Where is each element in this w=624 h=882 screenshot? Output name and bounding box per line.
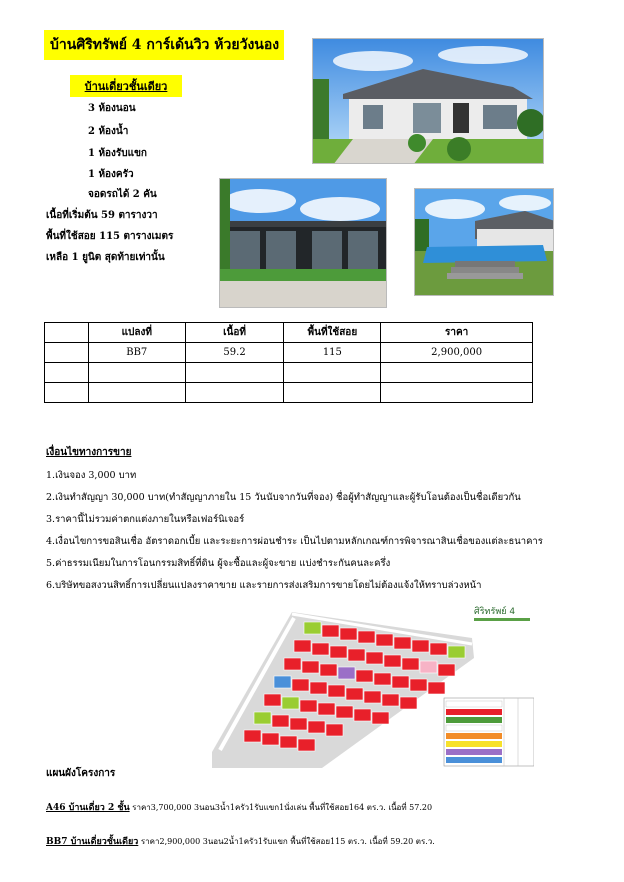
plot-lot: [254, 712, 271, 724]
feature-kitchen: 1 ห้องครัว: [88, 169, 134, 180]
logo-text: ศิริทรัพย์ 4: [474, 607, 516, 617]
conditions-heading: เงื่อนไขทางการขาย: [46, 447, 132, 458]
condition-item: 3.ราคานี้ไม่รวมค่าตกแต่งภายในหรือเฟอร์นิเจอร์: [46, 514, 245, 525]
condition-item: 5.ค่าธรรมเนียมในการโอนกรรมสิทธิ์ที่ดิน ผู้จะซื้อและผู้จะขาย แบ่งชำระกันคนละครึ่ง: [46, 558, 391, 569]
plot-lot: [410, 679, 427, 691]
listing-bb7: [46, 834, 435, 848]
plot-lot: [284, 658, 301, 670]
plot-lot: [328, 685, 345, 697]
plot-lot: [280, 736, 297, 748]
plot-lot: [326, 724, 343, 736]
plot-lot: [376, 634, 393, 646]
plot-lot: [262, 733, 279, 745]
table-cell: [185, 363, 284, 383]
table-cell: [185, 383, 284, 403]
plot-lot: [318, 703, 335, 715]
condition-item: 2.เงินทำสัญญา 30,000 บาท(ทำสัญญาภายใน 15 วันนับจากวันที่จอง) ชื่อผู้ทำสัญญาและผู้รับโอนต้องเป็นชื่อเดียวกัน: [46, 492, 521, 503]
table-header-row: [45, 323, 533, 343]
listing-code: BB7 บ้านเดี่ยวชั้นเดียว: [46, 837, 139, 847]
plot-lot: [304, 622, 321, 634]
plot-lot: [354, 709, 371, 721]
plot-lot: [348, 649, 365, 661]
listing-detail: ราคา2,900,000 3นอน2น้ำ1ครัว1รับแขก พื้นที่ใช้สอย115 ตร.ว. เนื้อที่ 59.20 ตร.ว.: [138, 837, 435, 846]
plot-lot: [358, 631, 375, 643]
house-exterior-photo: [312, 38, 544, 164]
listing-a46: [46, 800, 432, 814]
table-cell: 115: [284, 343, 381, 363]
spec-usable-area: พื้นที่ใช้สอย 115 ตารางเมตร: [46, 231, 174, 242]
plot-lot: [400, 697, 417, 709]
table-cell: [381, 363, 533, 383]
condition-item: 6.บริษัทขอสงวนสิทธิ์การเปลี่ยนแปลงราคาขาย และรายการส่งเสริมการขายโดยไม่ต้องแจ้งให้ทราบล่วงหน้า: [46, 580, 482, 591]
plot-lot: [320, 664, 337, 676]
plot-lot: [338, 667, 355, 679]
plot-lot: [244, 730, 261, 742]
plot-lot: [412, 640, 429, 652]
plot-lot: [448, 646, 465, 658]
page-subtitle: บ้านเดี่ยวชั้นเดียว: [84, 80, 168, 93]
project-logo: [474, 605, 530, 621]
listing-detail: ราคา3,700,000 3นอน3น้ำ1ครัว1รับแขก1นั่งเล่น พื้นที่ใช้สอย164 ตร.ว. เนื้อที่ 57.20: [129, 803, 433, 812]
table-header-cell: [45, 323, 89, 343]
plot-lot: [294, 640, 311, 652]
table-cell: 2,900,000: [381, 343, 533, 363]
plot-lot: [282, 697, 299, 709]
plot-lot: [364, 691, 381, 703]
table-cell: [45, 383, 89, 403]
site-plan-map: [212, 600, 534, 768]
plot-lot: [438, 664, 455, 676]
plot-lot: [302, 661, 319, 673]
plot-lot: [402, 658, 419, 670]
plot-lot: [374, 673, 391, 685]
table-cell: [284, 383, 381, 403]
subtitle-banner: [70, 75, 182, 97]
table-row: [45, 383, 533, 403]
plot-lot: [372, 712, 389, 724]
table-cell: [45, 363, 89, 383]
table-header-usable: พื้นที่ใช้สอย: [284, 323, 381, 343]
plot-lot: [308, 721, 325, 733]
pool-photo: [414, 188, 554, 296]
title-banner: [44, 30, 284, 60]
feature-bedrooms: 3 ห้องนอน: [88, 103, 136, 114]
plot-lot: [274, 676, 291, 688]
plot-lot: [346, 688, 363, 700]
plot-lot: [300, 700, 317, 712]
plot-lot: [336, 706, 353, 718]
table-header-price: ราคา: [381, 323, 533, 343]
plan-legend: [444, 698, 534, 766]
table-cell: [88, 363, 185, 383]
spec-remaining-units: เหลือ 1 ยูนิต สุดท้ายเท่านั้น: [46, 252, 165, 263]
spec-land-area: เนื้อที่เริ่มต้น 59 ตารางวา: [46, 210, 158, 221]
plot-lot: [356, 670, 373, 682]
condition-item: 4.เงื่อนไขการขอสินเชื่อ อัตราดอกเบี้ย และระยะการผ่อนชำระ เป็นไปตามหลักเกณฑ์การพิจารณาสินเชื่อของแต่ละธนาคาร: [46, 536, 543, 547]
plot-lot: [392, 676, 409, 688]
plot-lot: [330, 646, 347, 658]
table-cell: [45, 343, 89, 363]
table-cell: 59.2: [185, 343, 284, 363]
clubhouse-photo: [219, 178, 387, 308]
plot-lot: [430, 643, 447, 655]
table-cell: [284, 363, 381, 383]
plot-lot: [272, 715, 289, 727]
table-cell: [381, 383, 533, 403]
listing-code: A46 บ้านเดี่ยว 2 ชั้น: [46, 803, 130, 813]
plot-lot: [428, 682, 445, 694]
table-header-plot: แปลงที่: [88, 323, 185, 343]
feature-living-room: 1 ห้องรับแขก: [88, 148, 147, 159]
page-title: บ้านศิริทรัพย์ 4 การ์เด้นวิว ห้วยวังนอง: [50, 37, 280, 53]
plot-lot: [394, 637, 411, 649]
plot-lot: [264, 694, 281, 706]
plot-lot: [322, 625, 339, 637]
condition-item: 1.เงินจอง 3,000 บาท: [46, 470, 137, 481]
plot-lot: [292, 679, 309, 691]
site-plan-title: แผนผังโครงการ: [46, 768, 116, 779]
table-row: [45, 343, 533, 363]
feature-bathrooms: 2 ห้องน้ำ: [88, 126, 129, 137]
plot-lot: [298, 739, 315, 751]
plot-lot: [312, 643, 329, 655]
plot-lot: [310, 682, 327, 694]
plot-lot: [382, 694, 399, 706]
table-row: [45, 363, 533, 383]
table-header-land: เนื้อที่: [185, 323, 284, 343]
table-cell: [88, 383, 185, 403]
plot-lot: [340, 628, 357, 640]
plot-lot: [290, 718, 307, 730]
feature-parking: จอดรถได้ 2 คัน: [88, 189, 157, 200]
plot-lot: [384, 655, 401, 667]
plot-lot: [366, 652, 383, 664]
plot-lot: [420, 661, 437, 673]
plot-table: [44, 322, 533, 403]
table-cell: BB7: [88, 343, 185, 363]
